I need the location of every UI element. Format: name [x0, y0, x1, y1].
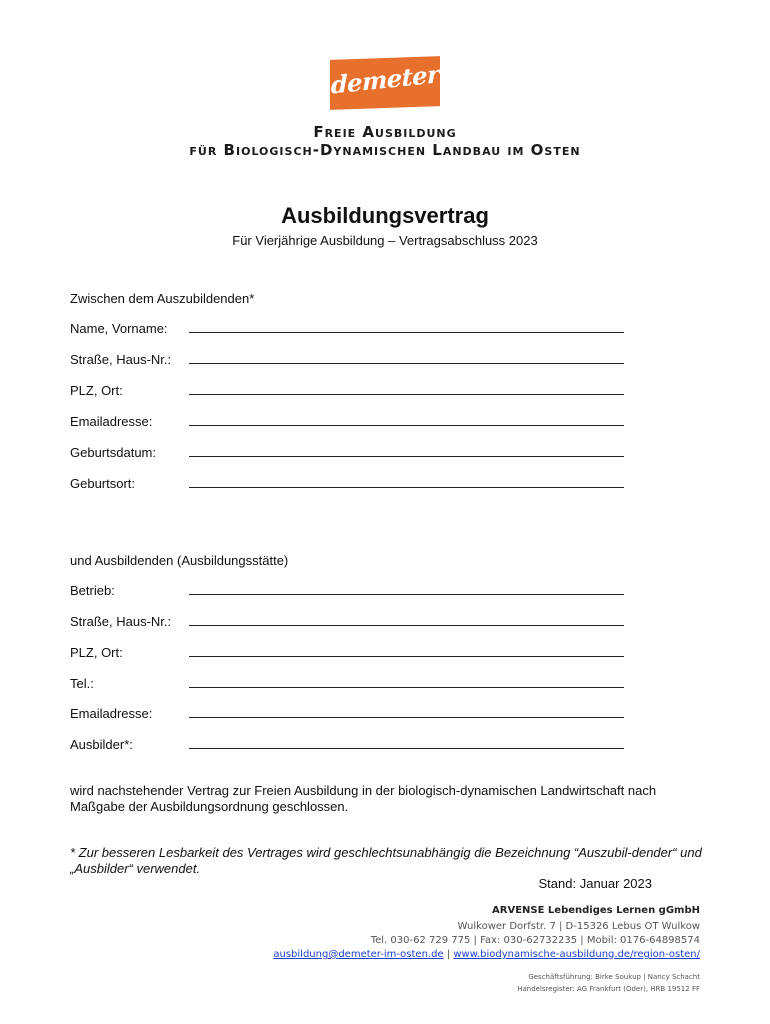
- field-label: Emailadresse:: [70, 414, 153, 429]
- field-label: PLZ, Ort:: [70, 645, 123, 660]
- fill-in-line[interactable]: [189, 394, 624, 395]
- stand-date: Stand: Januar 2023: [538, 876, 652, 891]
- field-label: Emailadresse:: [70, 706, 153, 721]
- field-row: [70, 614, 630, 632]
- trainee-heading: Zwischen dem Auszubildenden*: [70, 291, 255, 306]
- field-label: Straße, Haus-Nr.:: [70, 614, 172, 629]
- email-link[interactable]: ausbildung@demeter-im-osten.de: [273, 949, 444, 960]
- fill-in-line[interactable]: [189, 456, 624, 457]
- fill-in-line[interactable]: [189, 332, 624, 333]
- field-label: Geburtsort:: [70, 476, 136, 491]
- document-subtitle: Für Vierjährige Ausbildung – Vertragsabschluss 2023: [232, 233, 538, 248]
- field-row: [70, 706, 630, 724]
- contract-paragraph: wird nachstehender Vertrag zur Freien Ausbildung in der biologisch-dynamischen Landwirtschaft nach Maßgabe der Ausbildungsordnung geschlossen.: [70, 783, 657, 814]
- footer-address: Wulkower Dorfstr. 7 | D-15326 Lebus OT Wulkow: [457, 921, 700, 932]
- field-label: Betrieb:: [70, 583, 115, 598]
- field-row: [70, 737, 630, 755]
- fill-in-line[interactable]: [189, 656, 624, 657]
- footer-links: [273, 949, 700, 960]
- field-row: [70, 414, 630, 432]
- field-row: [70, 676, 630, 694]
- field-label: Geburtsdatum:: [70, 445, 156, 460]
- field-label: Straße, Haus-Nr.:: [70, 352, 172, 367]
- fill-in-line[interactable]: [189, 425, 624, 426]
- field-label: Name, Vorname:: [70, 321, 168, 336]
- trainer-heading: und Ausbildenden (Ausbildungsstätte): [70, 553, 289, 568]
- fill-in-line[interactable]: [189, 487, 624, 488]
- field-row: [70, 321, 630, 339]
- gender-note: * Zur besseren Lesbarkeit des Vertrages wird geschlechtsunabhängig die Bezeichnung “Auszubil-dender“ und „Ausbilder“ verwendet.: [70, 845, 702, 876]
- fill-in-line[interactable]: [189, 748, 624, 749]
- org-name-line2: für Biologisch-Dynamischen Landbau im Osten: [189, 141, 581, 159]
- fill-in-line[interactable]: [189, 594, 624, 595]
- website-link[interactable]: www.biodynamische-ausbildung.de/region-osten/: [453, 949, 700, 960]
- field-label: Tel.:: [70, 676, 94, 691]
- demeter-logo: [330, 56, 440, 110]
- fill-in-line[interactable]: [189, 687, 624, 688]
- field-row: [70, 383, 630, 401]
- org-name-line1: Freie Ausbildung: [313, 123, 457, 141]
- field-row: [70, 445, 630, 463]
- link-separator: |: [446, 949, 451, 960]
- fill-in-line[interactable]: [189, 717, 624, 718]
- field-row: [70, 583, 630, 601]
- field-row: [70, 476, 630, 494]
- footer-contact: Tel. 030-62 729 775 | Fax: 030-62732235 | Mobil: 0176-64898574: [370, 935, 700, 946]
- footer-company: ARVENSE Lebendiges Lernen gGmbH: [492, 905, 700, 916]
- document-title: Ausbildungsvertrag: [281, 203, 489, 228]
- field-label: Ausbilder*:: [70, 737, 133, 752]
- field-row: [70, 352, 630, 370]
- field-label: PLZ, Ort:: [70, 383, 123, 398]
- fill-in-line[interactable]: [189, 363, 624, 364]
- footer-management: Geschäftsführung: Birke Soukup | Nancy Schacht: [528, 973, 700, 981]
- fill-in-line[interactable]: [189, 625, 624, 626]
- footer-register: Handelsregister: AG Frankfurt (Oder), HRB 19512 FF: [517, 985, 700, 993]
- logo-text: demeter: [330, 59, 440, 100]
- field-row: [70, 645, 630, 663]
